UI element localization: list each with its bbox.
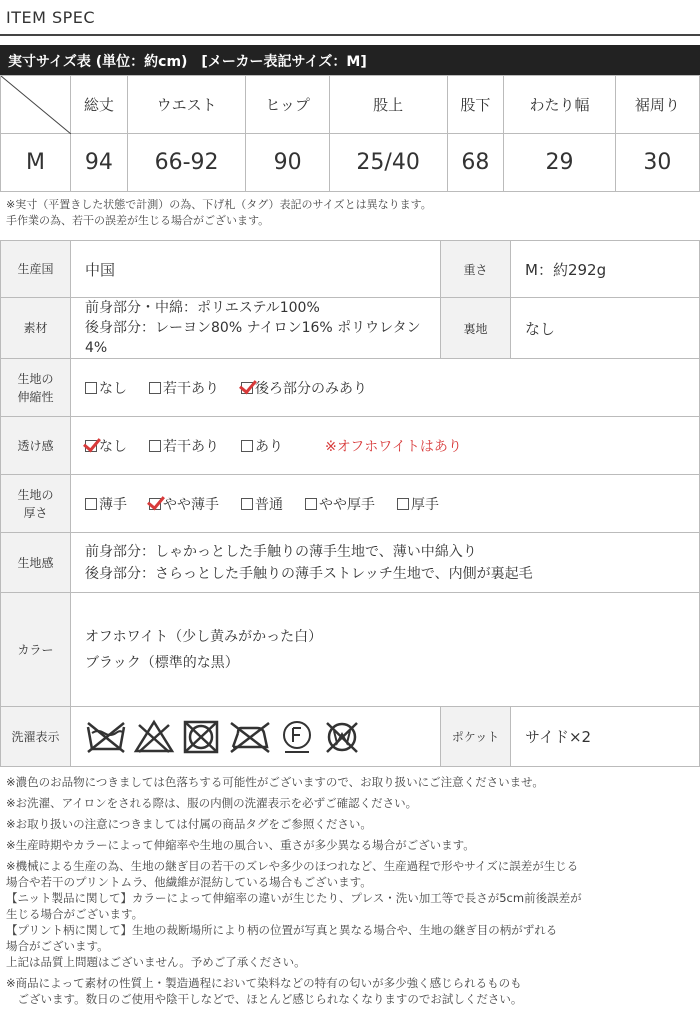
spec-row-color bbox=[1, 593, 700, 707]
size-value: 25/40 bbox=[329, 134, 447, 192]
checked-checkbox-icon bbox=[149, 498, 161, 510]
lining-value: なし bbox=[511, 298, 700, 359]
size-table bbox=[0, 75, 700, 192]
checkbox-icon bbox=[241, 498, 253, 510]
material-value bbox=[71, 298, 441, 359]
size-value: 94 bbox=[71, 134, 128, 192]
spec-row-origin bbox=[1, 241, 700, 298]
size-table-corner bbox=[1, 76, 71, 134]
texture-line: 後身部分：さらっとした手触りの薄手ストレッチ生地で、内側が裏起毛 bbox=[85, 565, 533, 582]
size-value: 29 bbox=[504, 134, 616, 192]
origin-label: 生産国 bbox=[1, 241, 71, 298]
origin-value: 中国 bbox=[71, 241, 441, 298]
sheer-label: 透け感 bbox=[1, 417, 71, 475]
material-line: 前身部分・中綿：ポリエステル100% bbox=[85, 300, 320, 316]
size-table-header-row bbox=[1, 76, 700, 134]
spec-row-wash bbox=[1, 707, 700, 767]
checkbox-icon bbox=[149, 440, 161, 452]
size-label: M bbox=[1, 134, 71, 192]
size-col-header: ウエスト bbox=[127, 76, 246, 134]
thickness-option-slightly-thin: やや薄手 bbox=[149, 494, 219, 514]
note-item: ※お取り扱いの注意につきましては付属の商品タグをご参照ください。 bbox=[6, 817, 372, 831]
size-value: 66-92 bbox=[127, 134, 246, 192]
no-iron-icon bbox=[227, 719, 273, 755]
size-col-header: 股上 bbox=[329, 76, 447, 134]
size-col-header: 股下 bbox=[447, 76, 504, 134]
thickness-label-line: 生地の bbox=[17, 487, 54, 502]
item-spec-header bbox=[0, 0, 700, 40]
dry-clean-f-icon bbox=[279, 719, 315, 755]
texture-value bbox=[71, 533, 700, 593]
note-item: ※濃色のお品物につきましては色落ちする可能性がございますので、お取り扱いにご注意くださいませ。 bbox=[6, 775, 544, 789]
spec-row-stretch bbox=[1, 359, 700, 417]
header-rule bbox=[0, 34, 700, 36]
spec-table bbox=[0, 240, 700, 767]
material-line: 後身部分：レーヨン80% ナイロン16% ポリウレタン4% bbox=[85, 320, 421, 356]
note-item: ※生産時期やカラーによって伸縮率や生地の風合い、重さが多少異なる場合がございます。 bbox=[6, 838, 475, 852]
wash-icons bbox=[71, 707, 441, 767]
size-value: 30 bbox=[615, 134, 699, 192]
stretch-label bbox=[1, 359, 71, 417]
note-item: ※機械による生産の為、生地の継ぎ目の若干のズレや多少のほつれなど、生産過程で形やサイズに誤差が生じる 場合や若干のプリントムラ、他繊維が混紡している場合もございます。 【ニット製品に関して】カラーによって伸縮率の違いが生じたり、プレス・洗い加工等で長さが5cm前後誤差が 生じる場合がございます。 【プリント柄に関して】生地の裁断場所により柄の位置が写真と異なる場合や、生地の継ぎ目の柄がずれる 場合がございます。 上記は品質上問題はございません。予めご了承ください。 bbox=[6, 859, 582, 969]
stretch-options bbox=[71, 359, 700, 417]
size-note bbox=[6, 197, 432, 229]
no-wash-icon bbox=[85, 719, 127, 755]
checked-checkbox-icon bbox=[85, 440, 97, 452]
color-value bbox=[71, 593, 700, 707]
stretch-label-line: 生地の bbox=[17, 371, 54, 386]
sheer-option-none: なし bbox=[85, 436, 127, 456]
checkbox-icon bbox=[149, 382, 161, 394]
stretch-option-slight: 若干あり bbox=[149, 378, 219, 398]
checked-checkbox-icon bbox=[241, 382, 253, 394]
checkbox-icon bbox=[241, 440, 253, 452]
sheer-option-slight: 若干あり bbox=[149, 436, 219, 456]
no-bleach-icon bbox=[133, 719, 175, 755]
thickness-label bbox=[1, 475, 71, 533]
pocket-value: サイド×2 bbox=[511, 707, 700, 767]
size-col-header: 裾周り bbox=[615, 76, 699, 134]
notes-section bbox=[6, 774, 696, 1007]
spec-row-thickness bbox=[1, 475, 700, 533]
no-wet-clean-icon bbox=[321, 719, 363, 755]
texture-line: 前身部分：しゃかっとした手触りの薄手生地で、薄い中綿入り bbox=[85, 543, 477, 560]
thickness-option-thick: 厚手 bbox=[397, 494, 439, 514]
stretch-option-back-only: 後ろ部分のみあり bbox=[241, 378, 367, 398]
color-line: オフホワイト（少し黄みがかった白） bbox=[85, 628, 323, 645]
pocket-label: ポケット bbox=[441, 707, 511, 767]
thickness-option-normal: 普通 bbox=[241, 494, 283, 514]
diagonal-line-icon bbox=[1, 76, 71, 134]
thickness-option-thin: 薄手 bbox=[85, 494, 127, 514]
weight-label: 重さ bbox=[441, 241, 511, 298]
sheer-options bbox=[71, 417, 700, 475]
spec-row-texture bbox=[1, 533, 700, 593]
checkbox-icon bbox=[85, 382, 97, 394]
size-note-line: 手作業の為、若干の誤差が生じる場合がございます。 bbox=[6, 214, 270, 227]
size-value: 68 bbox=[447, 134, 504, 192]
note-item: ※お洗濯、アイロンをされる際は、服の内側の洗濯表示を必ずご確認ください。 bbox=[6, 796, 418, 810]
checkbox-icon bbox=[397, 498, 409, 510]
lining-label: 裏地 bbox=[441, 298, 511, 359]
stretch-option-none: なし bbox=[85, 378, 127, 398]
note-item: ※商品によって素材の性質上・製造過程において染料などの特有の匂いが多少強く感じられるものも ございます。数日のご使用や陰干しなどで、ほとんど感じられなくなりますのでお試しください。 bbox=[6, 976, 523, 1006]
item-spec-title: ITEM SPEC bbox=[6, 8, 96, 27]
thickness-label-line: 厚さ bbox=[23, 505, 48, 520]
color-line: ブラック（標準的な黒） bbox=[85, 654, 239, 671]
thickness-option-slightly-thick: やや厚手 bbox=[305, 494, 375, 514]
color-label: カラー bbox=[1, 593, 71, 707]
spec-row-material bbox=[1, 298, 700, 359]
stretch-label-line: 伸縮性 bbox=[17, 389, 54, 404]
checkbox-icon bbox=[85, 498, 97, 510]
size-chart-title: 実寸サイズ表 (単位：約cm) [メーカー表記サイズ：M] bbox=[0, 45, 700, 75]
thickness-options bbox=[71, 475, 700, 533]
size-col-header: わたり幅 bbox=[504, 76, 616, 134]
no-tumble-dry-icon bbox=[181, 719, 221, 755]
weight-value: M：約292g bbox=[511, 241, 700, 298]
checkbox-icon bbox=[305, 498, 317, 510]
wash-label: 洗濯表示 bbox=[1, 707, 71, 767]
size-col-header: ヒップ bbox=[246, 76, 329, 134]
size-value: 90 bbox=[246, 134, 329, 192]
material-label: 素材 bbox=[1, 298, 71, 359]
size-col-header: 総丈 bbox=[71, 76, 128, 134]
size-table-row bbox=[1, 134, 700, 192]
size-note-line: ※実寸（平置きした状態で計測）の為、下げ札（タグ）表記のサイズとは異なります。 bbox=[6, 198, 432, 211]
sheer-option-yes: あり bbox=[241, 436, 283, 456]
sheer-note: ※オフホワイトはあり bbox=[325, 438, 462, 455]
spec-row-sheer bbox=[1, 417, 700, 475]
texture-label: 生地感 bbox=[1, 533, 71, 593]
